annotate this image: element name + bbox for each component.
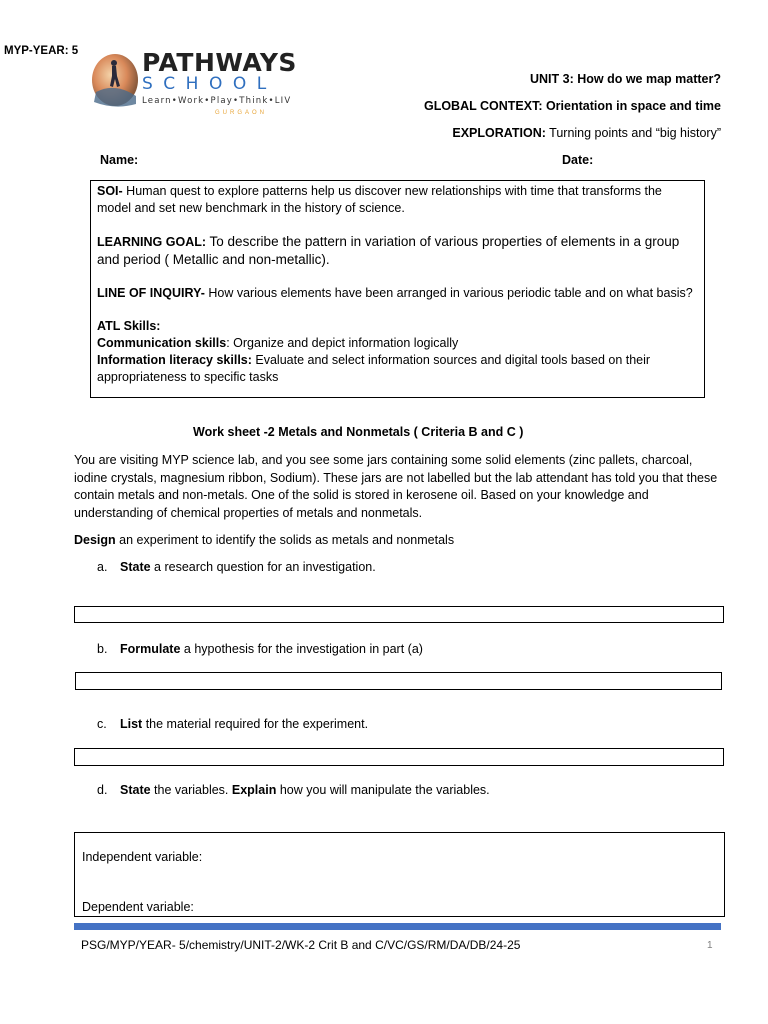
year-label: MYP-YEAR: 5 (4, 45, 79, 57)
communication-skills (97, 335, 698, 352)
question-letter: b. (97, 642, 108, 656)
question-text: the variables. (150, 783, 232, 797)
soi-label: SOI- (97, 184, 123, 198)
answer-box-c[interactable] (74, 748, 724, 766)
logo-emblem-icon (90, 52, 140, 108)
school-logo (90, 48, 298, 118)
logo-title: PATHWAYS (142, 48, 297, 77)
question-verb: State (120, 560, 151, 574)
soi-text: Human quest to explore patterns help us discover new relationships with time that transforms the model and set new benchmark in the history of science. (97, 184, 662, 215)
question-letter: d. (97, 783, 108, 797)
design-text: an experiment to identify the solids as metals and nonmetals (115, 533, 455, 547)
question-verb-2: Explain (231, 783, 277, 797)
page-number: 1 (707, 940, 713, 951)
design-label: Design (74, 533, 116, 547)
question-verb: List (120, 717, 143, 731)
logo-tagline: Learn•Work•Play•Think•LIV (142, 96, 292, 106)
goal-text: To describe the pattern in variation of various properties of elements in a group and period ( Metallic and non-metallic). (97, 234, 680, 267)
line-of-inquiry (97, 285, 698, 302)
soi-statement (97, 183, 698, 217)
exploration-label: EXPLORATION: (452, 126, 546, 140)
unit-title: UNIT 3: How do we map matter? (530, 72, 721, 86)
question-text-2: how you will manipulate the variables. (276, 783, 490, 797)
independent-variable-label: Independent variable: (82, 850, 203, 864)
question-verb: Formulate (120, 642, 181, 656)
info-text: Evaluate and select information sources and digital tools based on their appropriateness to specific tasks (97, 353, 651, 384)
exploration (452, 126, 721, 140)
inquiry-label: LINE OF INQUIRY- (97, 286, 205, 300)
worksheet-title: Work sheet -2 Metals and Nonmetals ( Criteria B and C ) (193, 425, 524, 439)
question-verb: State (120, 783, 151, 797)
question-c (97, 717, 368, 731)
global-context: GLOBAL CONTEXT: Orientation in space and time (423, 99, 721, 113)
dependent-variable-label: Dependent variable: (82, 900, 194, 914)
exploration-value: Turning points and “big history” (545, 126, 721, 140)
question-letter: c. (97, 717, 107, 731)
comm-text: : Organize and depict information logically (226, 336, 459, 350)
question-text: a research question for an investigation. (150, 560, 376, 574)
design-instruction (74, 533, 454, 547)
question-letter: a. (97, 560, 108, 574)
info-label: Information literacy skills: (97, 353, 252, 367)
variables-box[interactable] (74, 832, 725, 917)
comm-label: Communication skills (97, 336, 227, 350)
logo-school: SCHOOL (142, 74, 277, 94)
answer-box-a[interactable] (74, 606, 724, 623)
logo-sub: GURGAON (215, 110, 268, 116)
worksheet-intro: You are visiting MYP science lab, and you see some jars containing some solid elements (zinc pallets, charcoal, iodine crystals, magnesium ribbon, Sodium). These jars are not labelled but the lab attendant has told you that these contain metals and non-metals. One of the solid is stored in kerosene oil. Based on your knowledge and understanding of chemical properties of metals and nonmetals. (74, 453, 718, 520)
footer-divider (74, 923, 721, 930)
information-literacy-skills (97, 352, 698, 386)
question-text: a hypothesis for the investigation in part (a) (180, 642, 423, 656)
question-b (97, 642, 423, 656)
question-a (97, 560, 376, 574)
goal-label: LEARNING GOAL: (97, 235, 207, 249)
inquiry-text: How various elements have been arranged in various periodic table and on what basis? (204, 286, 693, 300)
answer-box-b[interactable] (75, 672, 722, 690)
name-label: Name: (100, 153, 139, 167)
footer-path: PSG/MYP/YEAR- 5/chemistry/UNIT-2/WK-2 Crit B and C/VC/GS/RM/DA/DB/24-25 (81, 938, 521, 952)
soi-box (90, 180, 705, 398)
question-d (97, 783, 490, 797)
date-label: Date: (562, 153, 594, 167)
question-text: the material required for the experiment. (142, 717, 369, 731)
atl-label: ATL Skills: (97, 319, 161, 333)
learning-goal (97, 233, 698, 269)
